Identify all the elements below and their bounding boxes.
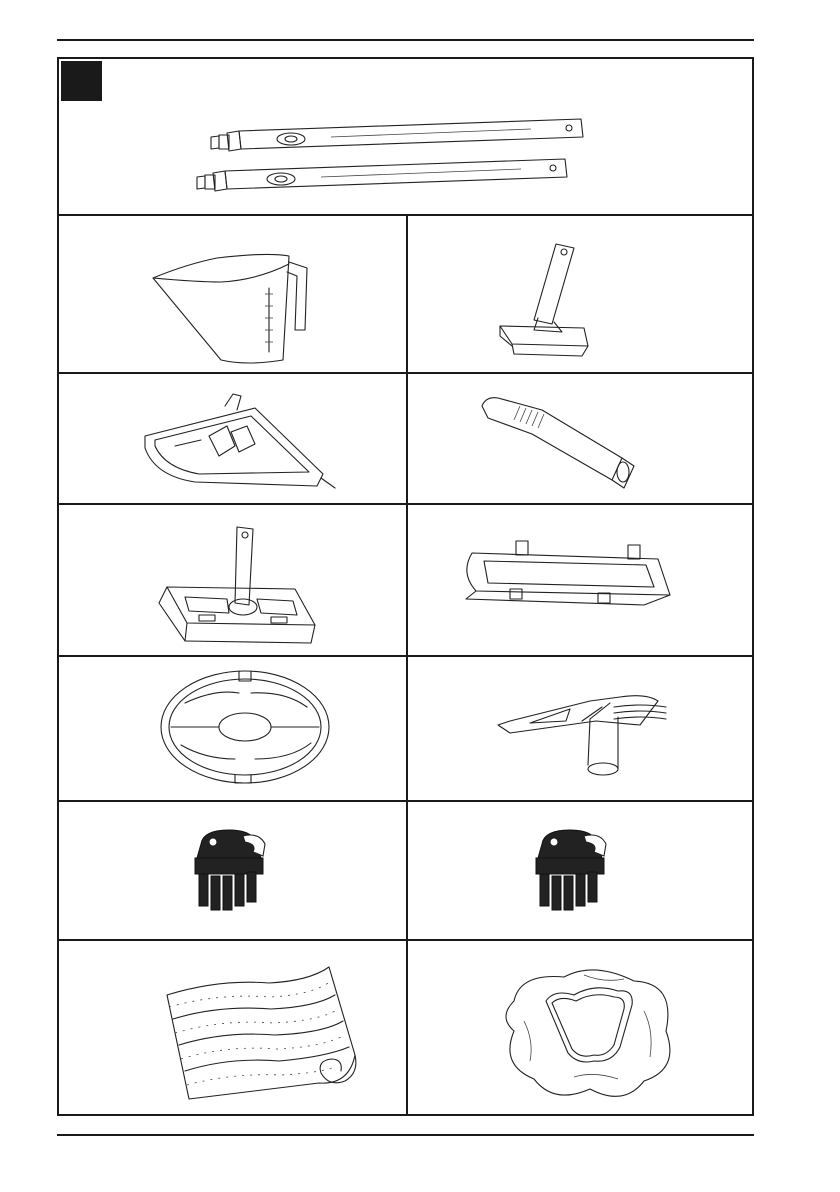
part-cell-floor-frame — [59, 374, 406, 503]
part-cell-angled-nozzle — [408, 374, 752, 503]
part-cell-window-cleaner — [408, 216, 752, 372]
header-rule — [57, 39, 754, 41]
triangular-floor-frame-icon — [135, 386, 345, 496]
footer-rule — [57, 1134, 754, 1136]
extension-tubes-icon — [191, 111, 611, 221]
part-cell-fork-nozzle — [408, 657, 752, 800]
part-cell-round-brush-2 — [408, 802, 752, 939]
part-cell-round-brush-1 — [59, 802, 406, 939]
fork-nozzle-icon — [490, 663, 670, 793]
round-brush-icon — [524, 822, 624, 932]
microfibre-cloth-icon — [159, 955, 359, 1105]
rectangular-pad-frame-icon — [448, 533, 678, 643]
part-cell-floor-head — [59, 505, 406, 655]
garment-cover-icon — [494, 961, 684, 1101]
part-cell-oval-frame — [59, 657, 406, 800]
round-brush-icon — [183, 822, 283, 932]
part-cell-garment-cover — [408, 941, 752, 1114]
floor-head-icon — [145, 515, 335, 655]
part-cell-measuring-jug — [59, 216, 406, 372]
angled-nozzle-icon — [472, 388, 662, 498]
part-cell-pad-frame — [408, 505, 752, 655]
part-cell-extension-tubes — [59, 59, 752, 215]
parts-grid — [57, 57, 754, 1116]
oval-garment-frame-icon — [155, 663, 335, 793]
part-cell-microfibre-cloth — [59, 941, 406, 1114]
measuring-jug-icon — [147, 242, 317, 372]
window-cleaner-tool-icon — [492, 228, 622, 368]
